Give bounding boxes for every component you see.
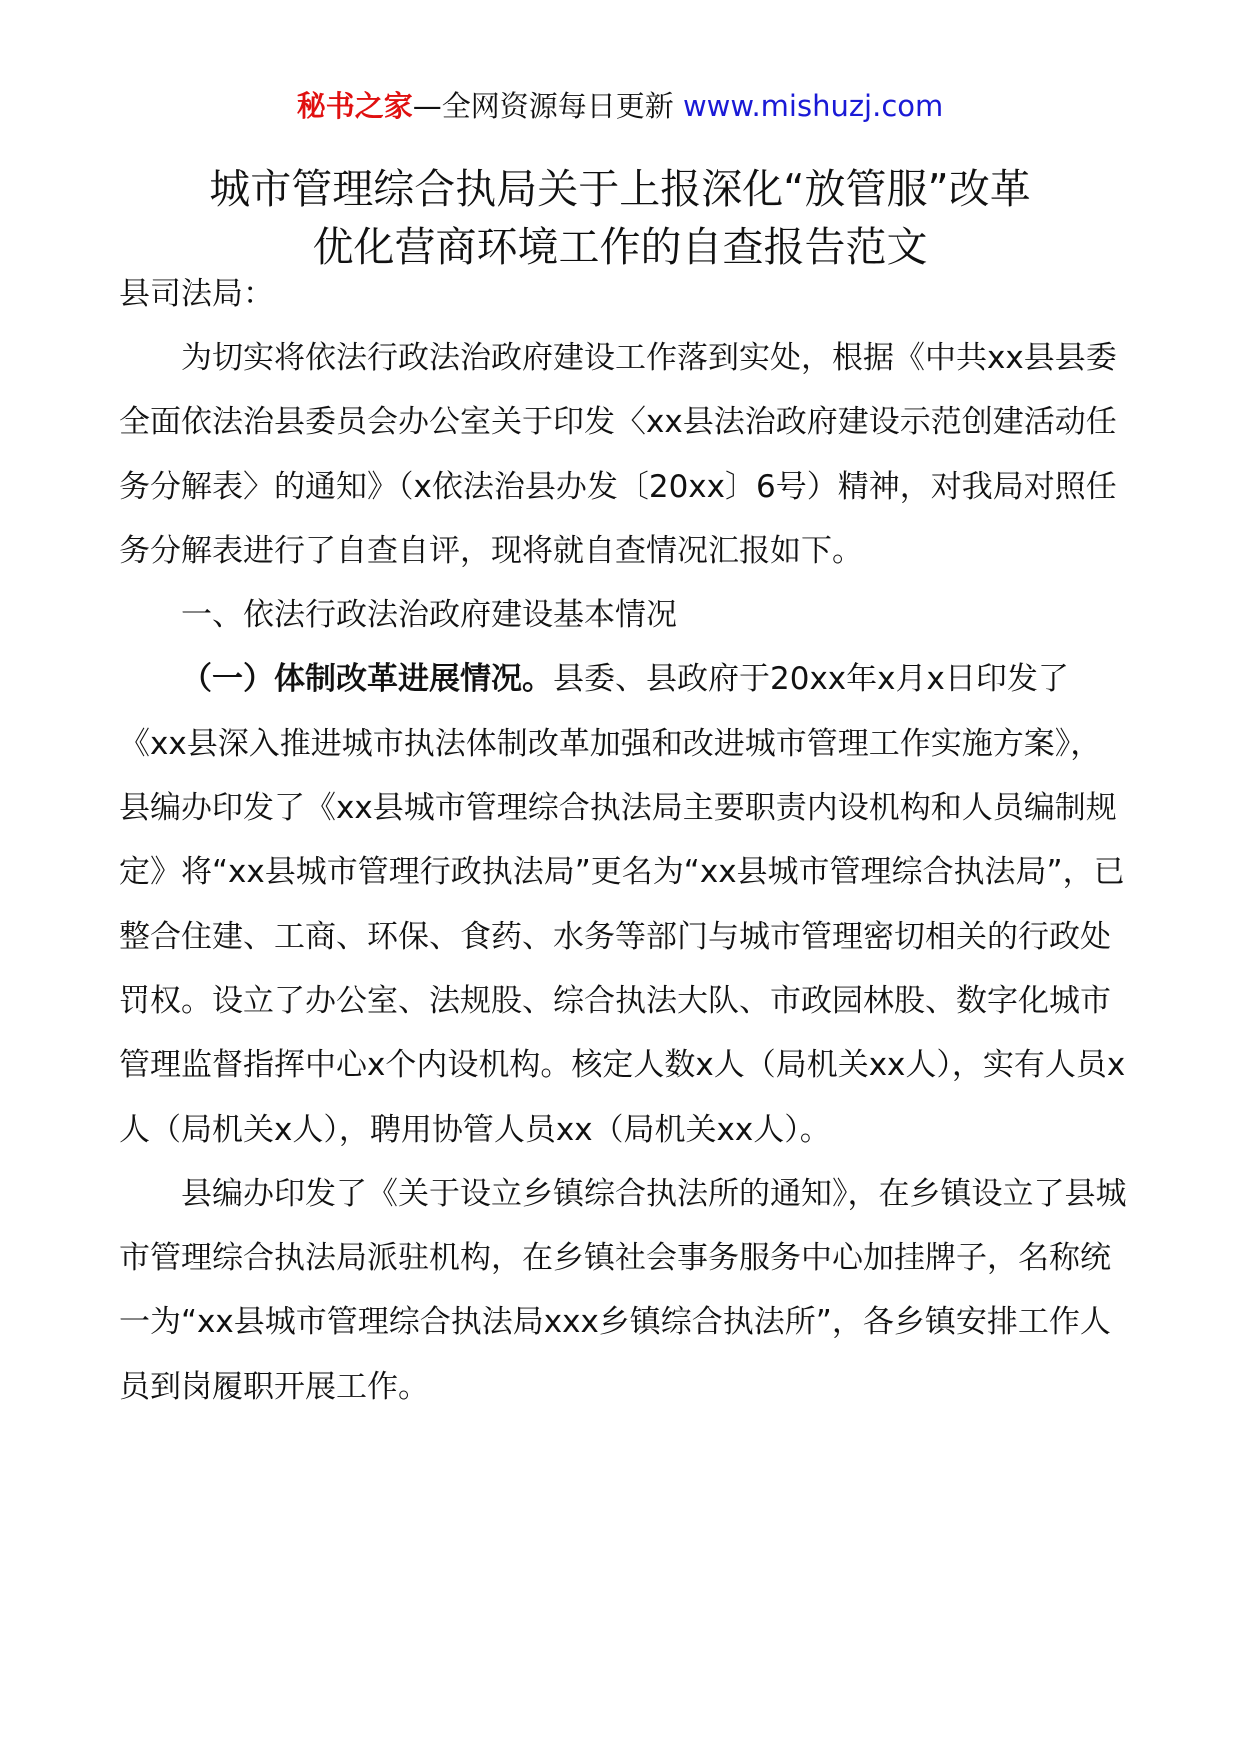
- salutation: 县司法局：: [119, 276, 274, 312]
- paragraph-reform-progress: [119, 647, 1129, 1161]
- paragraph-intro: 为切实将依法行政法治政府建设工作落到实处，根据《中共xx县县委全面依法治县委员会办公室关于印发〈xx县法治政府建设示范创建活动任务分解表〉的通知》（x依法治县办发〔20xx〕6号）精神，对我局对照任务分解表进行了自查自评，现将就自查情况汇报如下。: [119, 340, 1117, 569]
- brand-name: 秘书之家: [296, 89, 413, 123]
- paragraph-township-offices: 县编办印发了《关于设立乡镇综合执法所的通知》，在乡镇设立了县城市管理综合执法局派驻机构，在乡镇社会事务服务中心加挂牌子，名称统一为“xx县城市管理综合执法局xxx乡镇综合执法所”，各乡镇安排工作人员到岗履职开展工作。: [119, 1175, 1127, 1405]
- header-tagline: —全网资源每日更新: [412, 89, 674, 123]
- site-url-link[interactable]: www.mishuzj.com: [682, 89, 944, 123]
- section-heading-1: 一、依法行政法治政府建设基本情况: [181, 597, 677, 634]
- title-line-1: 城市管理综合执局关于上报深化“放管服”改革: [209, 165, 1031, 213]
- site-header: [0, 86, 1240, 126]
- title-line-2: 优化营商环境工作的自查报告范文: [312, 223, 928, 271]
- document-body: [119, 262, 1129, 1419]
- subsection-heading-1: （一）体制改革进展情况。: [181, 661, 553, 698]
- paragraph-reform-body: 县委、县政府于20xx年x月x日印发了《xx县深入推进城市执法体制改革加强和改进城市管理工作实施方案》，县编办印发了《xx县城市管理综合执法局主要职责内设机构和人员编制规定》将“xx县城市管理行政执法局”更名为“xx县城市管理综合执法局”，已整合住建、工商、环保、食药、水务等部门与城市管理密切相关的行政处罚权。设立了办公室、法规股、综合执法大队、市政园林股、数字化城市管理监督指挥中心x个内设机构。核定人数x人（局机关xx人），实有人员x人（局机关x人），聘用协管人员xx（局机关xx人）。: [119, 661, 1126, 1148]
- document-title: [90, 160, 1150, 276]
